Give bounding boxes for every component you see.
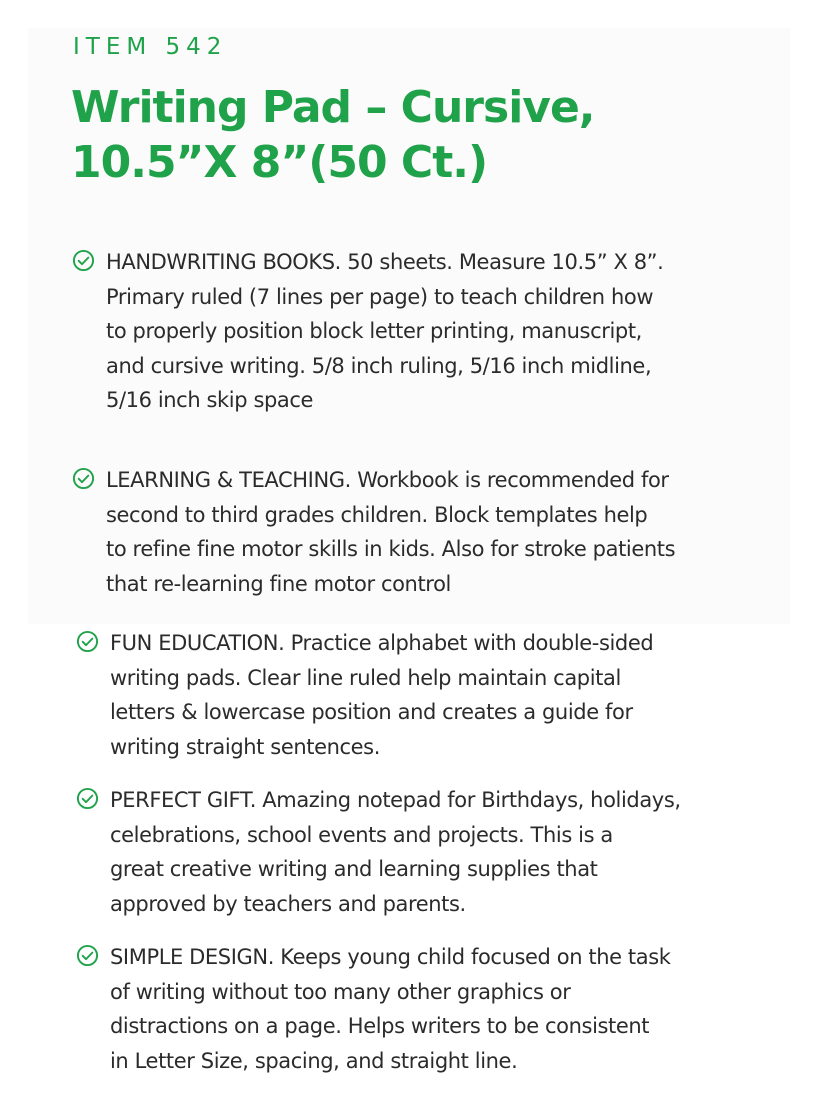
check-circle-icon <box>76 787 99 810</box>
check-circle-icon <box>76 944 99 967</box>
feature-line: of writing without too many other graphics or <box>110 979 571 1004</box>
feature-line: 5/16 inch skip space <box>106 388 314 412</box>
feature-line: writing straight sentences. <box>110 734 381 759</box>
feature-text <box>106 245 796 418</box>
feature-line: second to third grades children. Block templates help <box>106 502 648 527</box>
check-circle-icon <box>72 249 95 272</box>
feature-line: LEARNING & TEACHING. Workbook is recommended for <box>106 468 669 492</box>
feature-line: celebrations, school events and projects. This is a <box>110 822 613 847</box>
feature-text <box>110 783 800 921</box>
feature-line: to refine fine motor skills in kids. Also for stroke patients <box>106 537 676 561</box>
feature-line: Primary ruled (7 lines per page) to teach children how <box>106 284 654 309</box>
check-circle-icon <box>76 630 99 653</box>
feature-line: to properly position block letter printing, manuscript, <box>106 319 642 343</box>
feature-line: in Letter Size, spacing, and straight line. <box>110 1048 518 1073</box>
feature-line: great creative writing and learning supplies that <box>110 857 598 881</box>
feature-line: approved by teachers and parents. <box>110 891 466 916</box>
product-title-line: 10.5”X 8”(50 Ct.) <box>71 137 488 188</box>
product-title-line: Writing Pad – Cursive, <box>71 82 595 133</box>
feature-text <box>110 626 800 764</box>
feature-text <box>110 940 800 1078</box>
feature-line: letters & lowercase position and creates a guide for <box>110 700 633 724</box>
feature-line: that re-learning fine motor control <box>106 571 451 596</box>
item-code: ITEM 542 <box>73 34 228 60</box>
feature-line: distractions on a page. Helps writers to be consistent <box>110 1014 650 1038</box>
feature-text <box>106 463 796 601</box>
product-title <box>71 80 595 190</box>
feature-line: HANDWRITING BOOKS. 50 sheets. Measure 10.5” X 8”. <box>106 250 664 274</box>
check-circle-icon <box>72 467 95 490</box>
feature-line: PERFECT GIFT. Amazing notepad for Birthdays, holidays, <box>110 788 681 812</box>
feature-line: and cursive writing. 5/8 inch ruling, 5/16 inch midline, <box>106 353 652 378</box>
feature-line: SIMPLE DESIGN. Keeps young child focused on the task <box>110 945 671 969</box>
feature-line: FUN EDUCATION. Practice alphabet with double-sided <box>110 631 654 655</box>
feature-line: writing pads. Clear line ruled help maintain capital <box>110 665 621 690</box>
